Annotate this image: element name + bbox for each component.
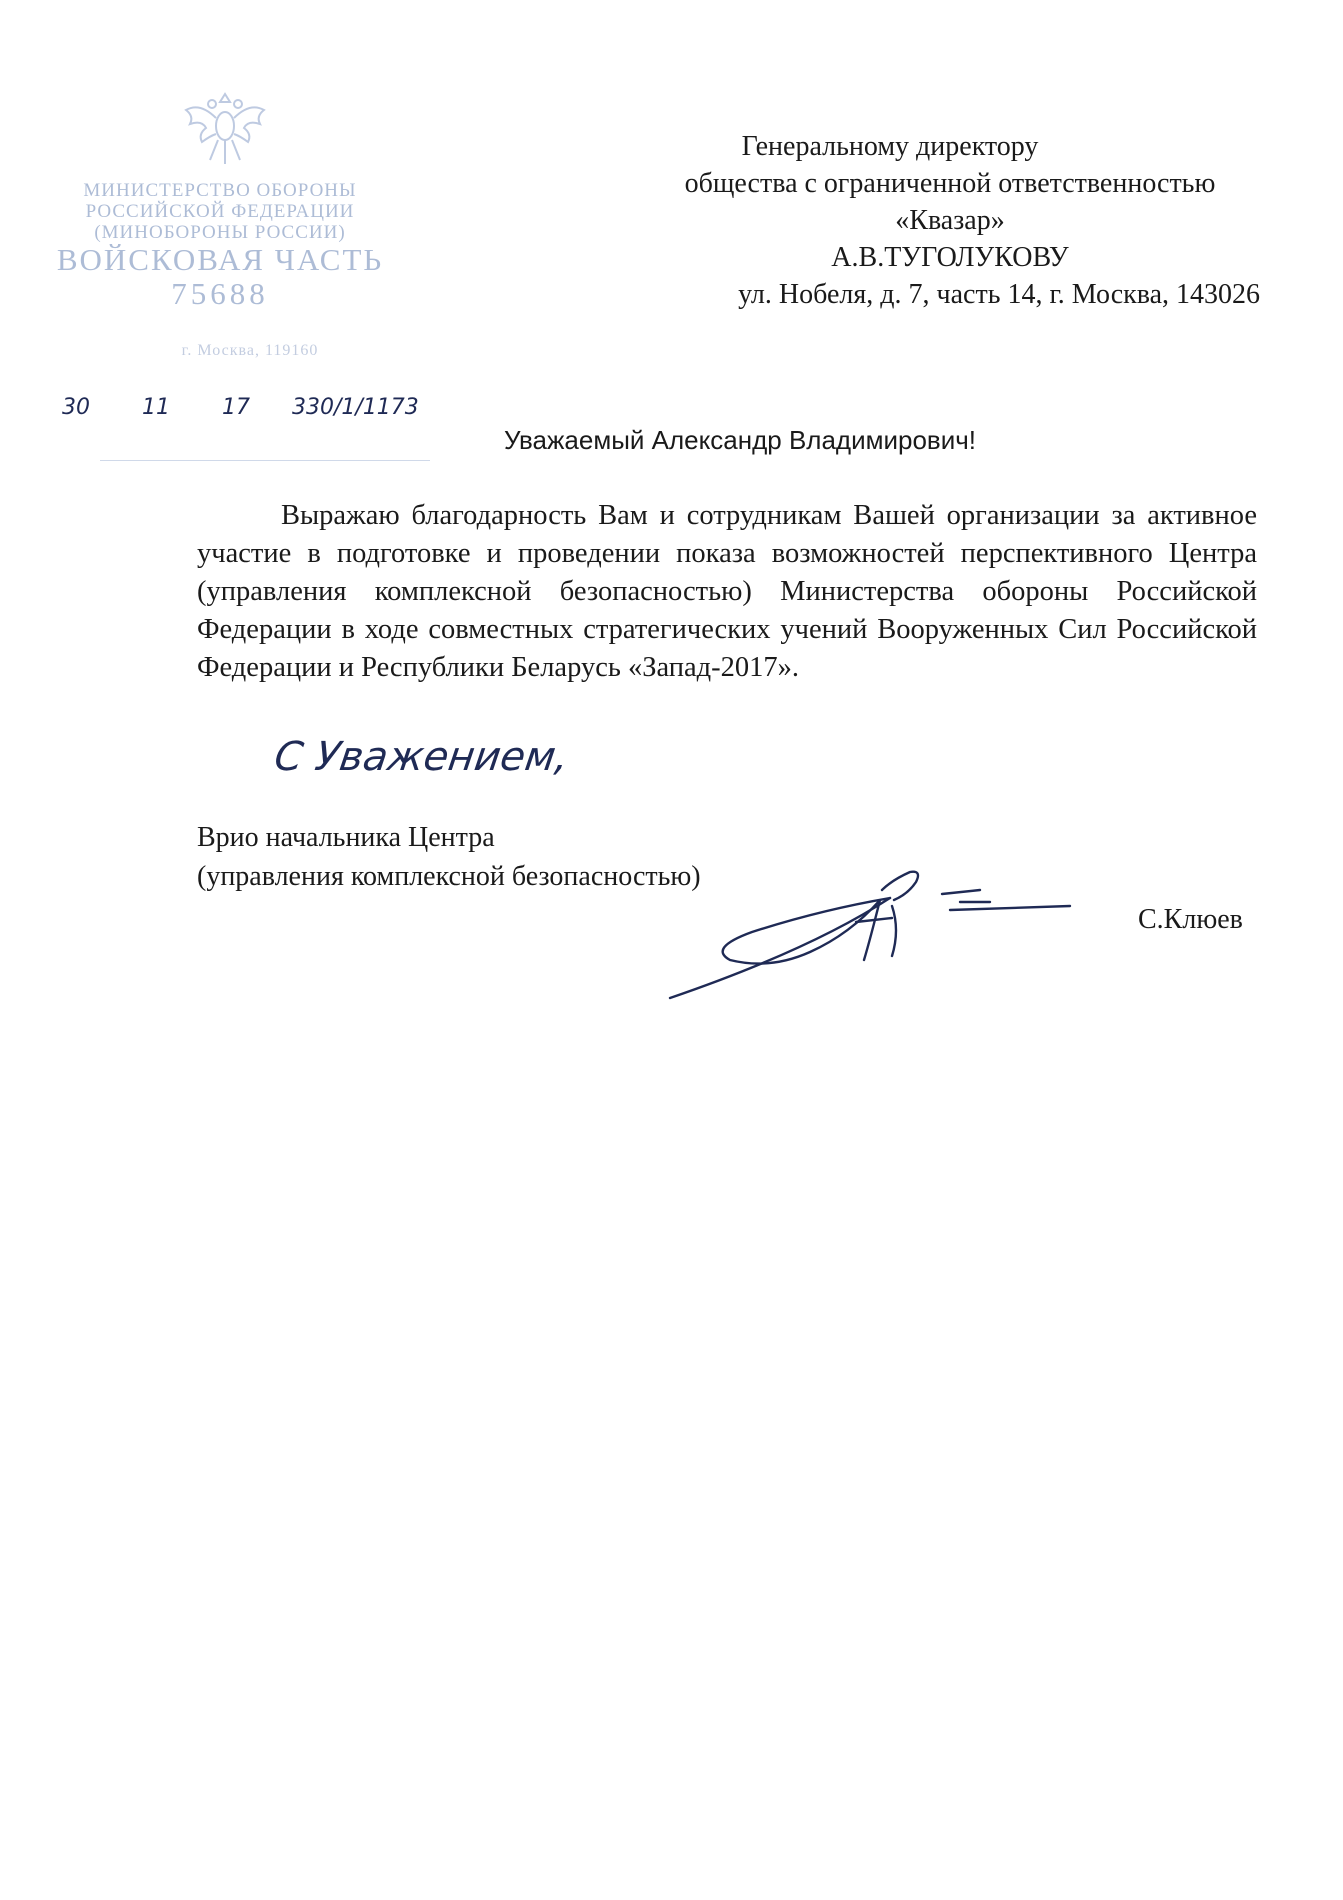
- ministry-line-3: (МИНОБОРОНЫ РОССИИ): [94, 222, 346, 243]
- addressee-company-name: «Квазар»: [895, 205, 1005, 236]
- reg-month: 11: [142, 395, 170, 420]
- signatory-title-line-1: Врио начальника Центра: [197, 822, 495, 853]
- signature-icon: [660, 860, 1090, 1010]
- letterhead-divider: [100, 460, 430, 461]
- double-headed-eagle-emblem-icon: [180, 80, 270, 170]
- letter-body: [197, 497, 1257, 687]
- letterhead-city: г. Москва, 119160: [181, 342, 319, 359]
- reg-day: 30: [62, 395, 90, 420]
- military-unit-label: ВОЙСКОВАЯ ЧАСТЬ: [56, 242, 384, 277]
- signatory-title-line-2: (управления комплексной безопасностью): [197, 861, 701, 892]
- reg-year: 17: [222, 395, 250, 420]
- addressee-position: Генеральному директору: [741, 131, 1039, 162]
- handwritten-closing-text: С Уважением,: [271, 734, 572, 780]
- signatory-title: [197, 818, 701, 896]
- body-paragraph: Выражаю благодарность Вам и сотрудникам Вашей организации за активное участие в подготовке и проведении показа возможностей перспективного Центра (управления комплексной безопасностью) Министерства обороны Российской Федерации в ходе совместных стратегических учений Вооруженных Сил Российской Федерации и Республики Беларусь «Запад-2017».: [197, 500, 1257, 683]
- addressee-name: А.В.ТУГОЛУКОВУ: [831, 242, 1069, 273]
- signatory-name: С.Клюев: [1138, 904, 1243, 935]
- ministry-line-1: МИНИСТЕРСТВО ОБОРОНЫ: [83, 180, 357, 201]
- ministry-name: [40, 180, 400, 243]
- greeting: Уважаемый Александр Владимирович!: [503, 425, 977, 455]
- ministry-line-2: РОССИЙСКОЙ ФЕДЕРАЦИИ: [85, 201, 355, 222]
- military-unit-number: 75688: [171, 276, 269, 311]
- addressee-address: ул. Нобеля, д. 7, часть 14, г. Москва, 143026: [738, 279, 1260, 310]
- handwritten-closing-note: [272, 720, 592, 790]
- reg-number: 330/1/1173: [292, 395, 419, 420]
- addressee-block: [600, 128, 1300, 313]
- addressee-company-type: общества с ограниченной ответственностью: [684, 168, 1216, 199]
